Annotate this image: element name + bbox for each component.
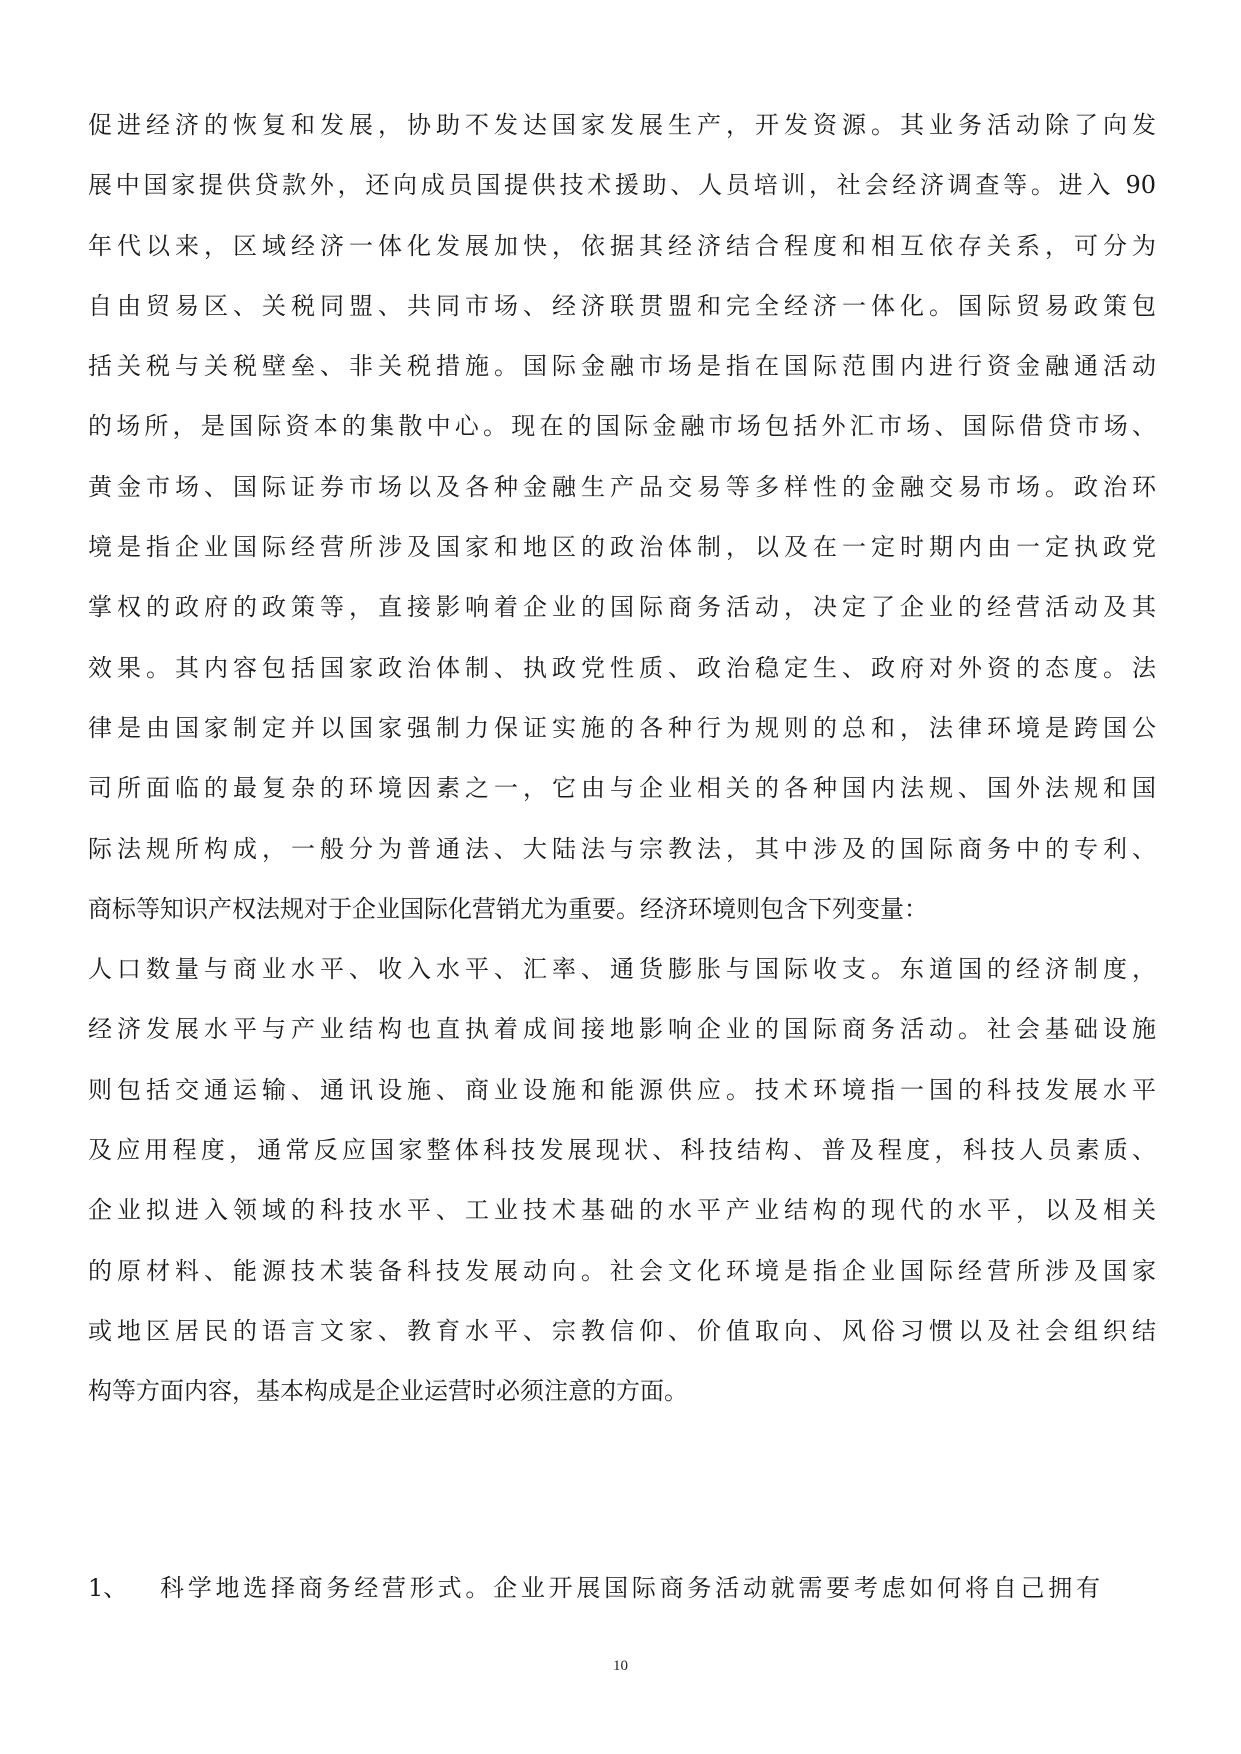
text-line: 构等方面内容，基本构成是企业运营时必须注意的方面。 bbox=[88, 1377, 688, 1406]
text-line: 经济发展水平与产业结构也直执着成间接地影响企业的国际商务活动。社会基础设施 bbox=[88, 1015, 1156, 1044]
text-line: 黄金市场、国际证券市场以及各种金融生产品交易等多样性的金融交易市场。政治环 bbox=[88, 472, 1156, 501]
page-number: 10 bbox=[613, 1658, 628, 1674]
text-line: 自由贸易区、关税同盟、共同市场、经济联贯盟和完全经济一体化。国际贸易政策包 bbox=[88, 291, 1156, 320]
list-item-text: 科学地选择商务经营形式。企业开展国际商务活动就需要考虑如何将自己拥有 bbox=[160, 1574, 1100, 1602]
list-number: 1、 bbox=[88, 1574, 128, 1602]
text-line: 律是由国家制定并以国家强制力保证实施的各种行为规则的总和，法律环境是跨国公 bbox=[88, 713, 1156, 742]
text-line: 或地区居民的语言文家、教育水平、宗教信仰、价值取向、风俗习惯以及社会组织结 bbox=[88, 1316, 1156, 1345]
text-line: 括关税与关税壁垒、非关税措施。国际金融市场是指在国际范围内进行资金融通活动 bbox=[88, 352, 1156, 381]
text-line: 则包括交通运输、通讯设施、商业设施和能源供应。技术环境指一国的科技发展水平 bbox=[88, 1075, 1156, 1104]
text-line: 企业拟进入领域的科技水平、工业技术基础的水平产业结构的现代的水平，以及相关 bbox=[88, 1196, 1156, 1225]
text-line: 境是指企业国际经营所涉及国家和地区的政治体制，以及在一定时期内由一定执政党 bbox=[88, 533, 1156, 562]
text-line: 年代以来，区域经济一体化发展加快，依据其经济结合程度和相互依存关系，可分为 bbox=[88, 231, 1156, 260]
text-line: 促进经济的恢复和发展，协助不发达国家发展生产，开发资源。其业务活动除了向发 bbox=[88, 111, 1156, 139]
text-line: 及应用程度，通常反应国家整体科技发展现状、科技结构、普及程度，科技人员素质、 bbox=[88, 1136, 1156, 1165]
text-line: 的原材料、能源技术装备科技发展动向。社会文化环境是指企业国际经营所涉及国家 bbox=[88, 1256, 1156, 1285]
text-line: 际法规所构成，一般分为普通法、大陆法与宗教法，其中涉及的国际商务中的专利、 bbox=[88, 834, 1156, 863]
numbered-list-item bbox=[88, 1558, 1156, 1618]
text-line: 掌权的政府的政策等，直接影响着企业的国际商务活动，决定了企业的经营活动及其 bbox=[88, 593, 1156, 622]
text-line: 商标等知识产权法规对于企业国际化营销尤为重要。经济环境则包含下列变量： bbox=[88, 894, 928, 923]
text-line: 人口数量与商业水平、收入水平、汇率、通货膨胀与国际收支。东道国的经济制度， bbox=[88, 955, 1156, 984]
text-line: 展中国家提供贷款外，还向成员国提供技术援助、人员培训，社会经济调查等。进入 90 bbox=[88, 171, 1156, 200]
text-line: 的场所，是国际资本的集散中心。现在的国际金融市场包括外汇市场、国际借贷市场、 bbox=[88, 412, 1156, 441]
body-paragraph bbox=[88, 95, 1156, 1422]
text-line: 司所面临的最复杂的环境因素之一，它由与企业相关的各种国内法规、国外法规和国 bbox=[88, 774, 1156, 803]
text-line: 效果。其内容包括国家政治体制、执政党性质、政治稳定生、政府对外资的态度。法 bbox=[88, 653, 1156, 682]
